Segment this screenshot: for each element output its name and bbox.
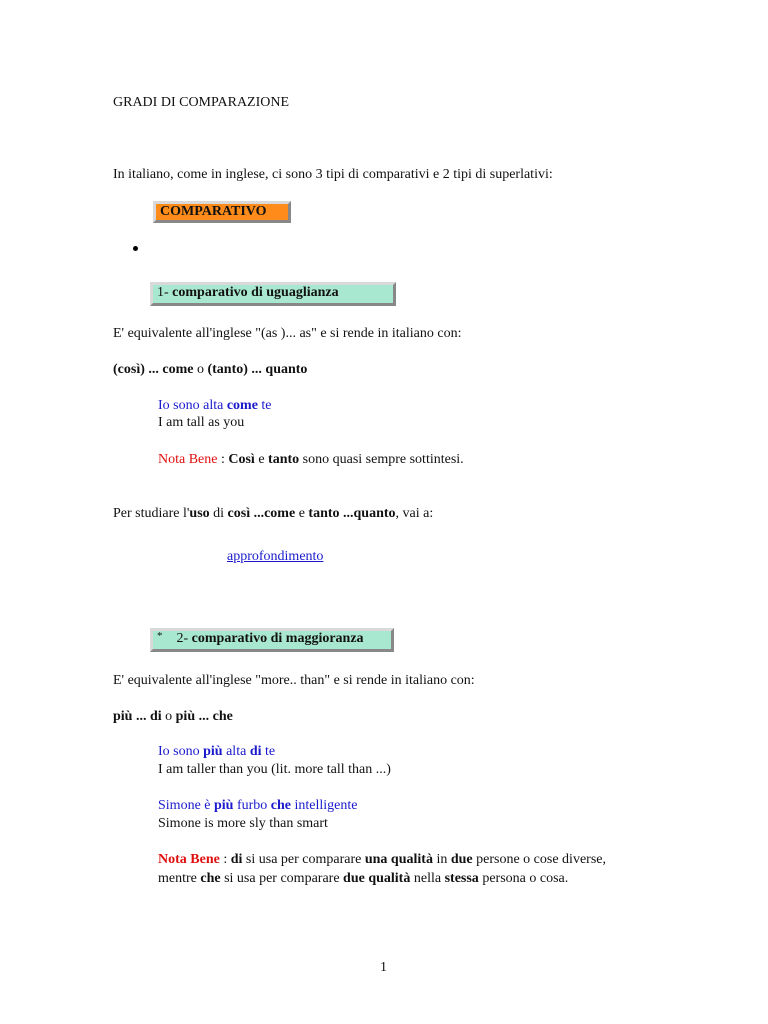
section2-heading-num: 2- xyxy=(176,631,192,646)
page-number: 1 xyxy=(380,960,387,975)
intro-text: In italiano, come in inglese, ci sono 3 tipi di comparativi e 2 tipi di superlativi: xyxy=(113,167,553,182)
section2-nota-line2 xyxy=(158,871,568,887)
formula-b: (tanto) ... quanto xyxy=(207,362,308,377)
ex1-p1: Io sono xyxy=(158,744,204,759)
nota-t1: e xyxy=(254,452,269,467)
section2-example2-it xyxy=(158,798,358,814)
section1-formula xyxy=(113,362,307,378)
nota2-l2-t4: persona o cosa. xyxy=(478,871,569,886)
ex1-p3: te xyxy=(261,744,276,759)
nota2-label: Nota Bene xyxy=(158,852,220,867)
studiare-t2: di xyxy=(209,506,228,521)
section2-equivalent: E' equivalente all'inglese "more.. than" e si rende in italiano con: xyxy=(113,673,475,688)
ex2-k2: che xyxy=(270,798,292,813)
nota2-l2-w2: due qualità xyxy=(343,871,411,886)
ex2-p2: furbo xyxy=(233,798,271,813)
comparativo-box: COMPARATIVO xyxy=(153,201,291,223)
nota2-l2-t3: nella xyxy=(410,871,445,886)
formula2-b: più ... che xyxy=(175,709,233,724)
section1-heading-num: 1- xyxy=(157,285,173,300)
example-it-pre: Io sono alta xyxy=(158,398,227,413)
studiare-w1: uso xyxy=(189,506,210,521)
nota-w1: Così xyxy=(228,452,255,467)
nota2-l2-t2: si usa per comparare xyxy=(220,871,344,886)
section1-heading xyxy=(150,282,396,306)
ex1-k2: di xyxy=(249,744,262,759)
section1-heading-text: comparativo di uguaglianza xyxy=(172,285,339,300)
nota2-t2: in xyxy=(432,852,451,867)
approfondimento-link[interactable]: approfondimento xyxy=(227,549,324,564)
studiare-w2: così ...come xyxy=(227,506,296,521)
nota2-w2: una qualità xyxy=(364,852,433,867)
formula-a: (così) ... come xyxy=(113,362,194,377)
formula2-a: più ... di xyxy=(113,709,162,724)
nota-t2: sono quasi sempre sottintesi. xyxy=(299,452,464,467)
studiare-text xyxy=(113,506,433,522)
nota-w2: tanto xyxy=(268,452,300,467)
studiare-t4: , vai a: xyxy=(395,506,434,521)
example-it-keyword: come xyxy=(226,398,258,413)
ex2-p3: intelligente xyxy=(291,798,358,813)
studiare-t3: e xyxy=(295,506,309,521)
section2-example1-it xyxy=(158,744,275,760)
section1-equivalent: E' equivalente all'inglese "(as )... as" e si rende in italiano con: xyxy=(113,326,462,341)
nota-sep: : xyxy=(217,452,229,467)
nota2-l2-t1: mentre xyxy=(158,871,201,886)
section2-heading xyxy=(150,628,394,652)
ex1-k1: più xyxy=(203,744,223,759)
studiare-w3: tanto ...quanto xyxy=(308,506,396,521)
bullet-dot xyxy=(133,246,138,251)
nota2-w1: di xyxy=(230,852,243,867)
nota-bene-label: Nota Bene xyxy=(158,452,218,467)
formula-o: o xyxy=(193,362,208,377)
nota2-t1: si usa per comparare xyxy=(242,852,365,867)
section1-nota-bene xyxy=(158,452,464,468)
nota2-t3: persone o cose diverse, xyxy=(472,852,606,867)
section2-heading-text: comparativo di maggioranza xyxy=(191,631,364,646)
asterisk-icon: * xyxy=(157,630,163,642)
ex1-p2: alta xyxy=(222,744,250,759)
section2-formula xyxy=(113,709,233,725)
nota2-w3: due xyxy=(450,852,473,867)
formula2-o: o xyxy=(161,709,176,724)
ex2-k1: più xyxy=(214,798,234,813)
nota2-l2-w3: stessa xyxy=(444,871,479,886)
ex2-p1: Simone è xyxy=(158,798,214,813)
section1-example-it xyxy=(158,398,272,414)
section2-example1-en: I am taller than you (lit. more tall than ...) xyxy=(158,762,391,777)
example-it-post: te xyxy=(257,398,272,413)
page-title: GRADI DI COMPARAZIONE xyxy=(113,95,290,110)
studiare-t1: Per studiare l' xyxy=(113,506,190,521)
nota2-sep: : xyxy=(219,852,231,867)
section1-example-en: I am tall as you xyxy=(158,415,245,430)
section2-example2-en: Simone is more sly than smart xyxy=(158,816,328,831)
section2-nota-line1 xyxy=(158,852,606,868)
nota2-l2-w1: che xyxy=(200,871,221,886)
